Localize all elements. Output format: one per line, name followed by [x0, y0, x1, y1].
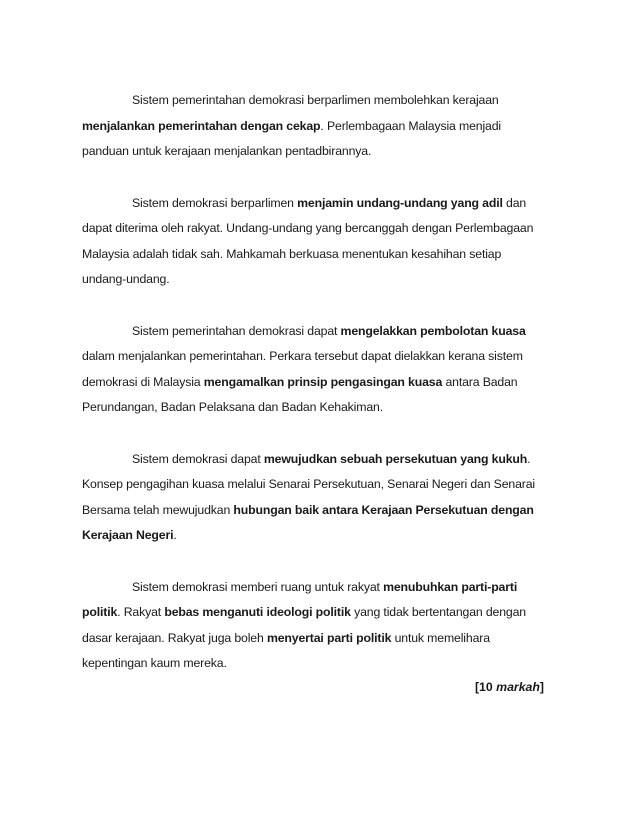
- paragraph-text: . Konsep pengagihan kuasa melalui Senarai Persekutuan, Senarai Negeri dan Senarai Bersama telah mewujudkan: [82, 451, 536, 517]
- bold-keyphrase: mengamalkan prinsip pengasingan kuasa: [203, 374, 443, 389]
- bold-keyphrase: hubungan baik antara Kerajaan Persekutuan dengan Kerajaan Negeri: [82, 502, 534, 542]
- paragraph-text: .: [173, 528, 177, 542]
- marks-label: [82, 677, 544, 697]
- document-page: [82, 88, 544, 697]
- paragraph: [82, 575, 544, 677]
- paragraph-text: Sistem demokrasi dapat: [132, 451, 264, 466]
- paragraph-text: Sistem pemerintahan demokrasi dapat: [132, 323, 341, 338]
- paragraph: [82, 88, 544, 165]
- paragraph-text: untuk memelihara kepentingan kaum mereka.: [82, 630, 490, 670]
- marks-word: markah: [496, 679, 540, 694]
- paragraph-text: Sistem pemerintahan demokrasi berparlimen membolehkan kerajaan: [132, 93, 499, 107]
- bold-keyphrase: mengelakkan pembolotan kuasa: [340, 323, 526, 338]
- paragraph: [82, 191, 544, 293]
- bold-keyphrase: mewujudkan sebuah persekutuan yang kukuh: [263, 451, 528, 466]
- paragraph-text: dalam menjalankan pemerintahan. Perkara tersebut dapat dielakkan kerana sistem demokrasi di Malaysia: [82, 349, 523, 389]
- paragraph-text: antara Badan Perundangan, Badan Pelaksana dan Badan Kehakiman.: [82, 374, 518, 414]
- bold-keyphrase: menjamin undang-undang yang adil: [297, 195, 503, 210]
- paragraph-text: . Rakyat: [117, 605, 165, 619]
- marks-close: ]: [539, 679, 544, 694]
- bold-keyphrase: menyertai parti politik: [266, 630, 392, 645]
- marks-open: [10: [474, 679, 497, 694]
- answer-paragraphs: [82, 88, 544, 677]
- paragraph: [82, 319, 544, 421]
- paragraph-text: Sistem demokrasi memberi ruang untuk rakyat: [132, 579, 384, 594]
- paragraph-text: Sistem demokrasi berparlimen: [132, 195, 298, 210]
- paragraph-text: . Perlembagaan Malaysia menjadi panduan untuk kerajaan menjalankan pentadbirannya.: [82, 118, 502, 158]
- paragraph-text: dan dapat diterima oleh rakyat. Undang-undang yang bercanggah dengan Perlembagaan Malaysia adalah tidak sah. Mahkamah berkuasa menentukan kesahihan setiap undang-undang.: [82, 195, 534, 286]
- bold-keyphrase: menubuhkan parti-parti politik: [82, 579, 518, 619]
- paragraph: [82, 447, 544, 549]
- bold-keyphrase: menjalankan pemerintahan dengan cekap: [82, 118, 321, 133]
- bold-keyphrase: bebas menganuti ideologi politik: [164, 605, 351, 619]
- paragraph-text: yang tidak bertentangan dengan dasar kerajaan. Rakyat juga boleh: [82, 605, 526, 645]
